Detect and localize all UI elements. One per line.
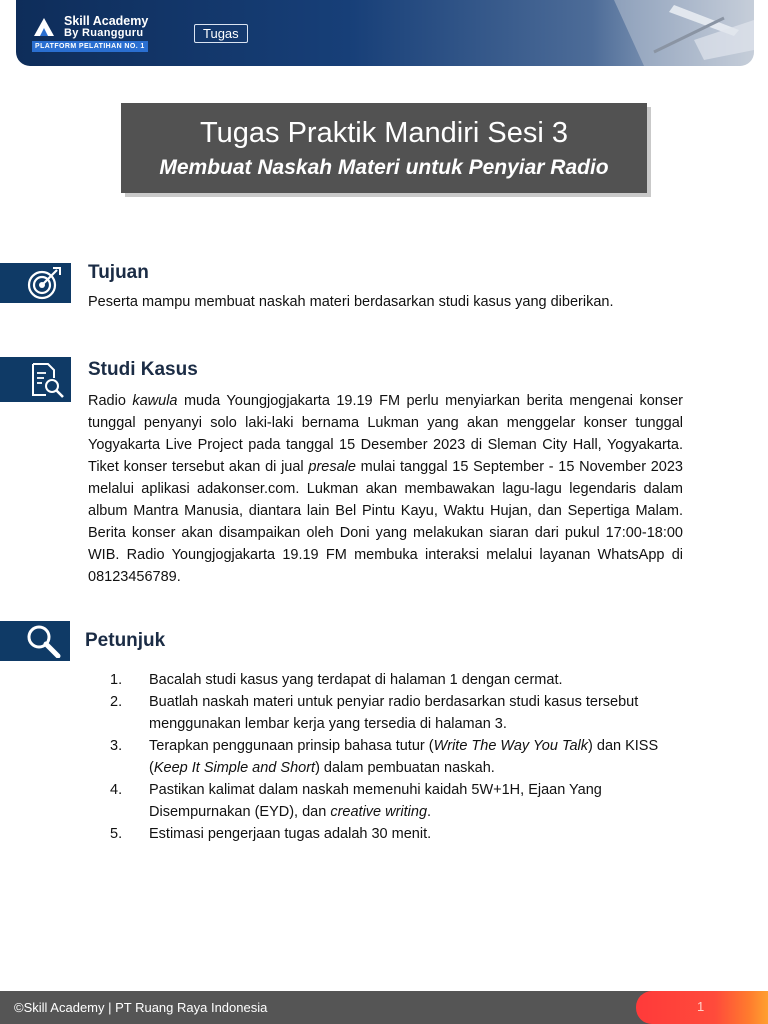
logo-subtitle: By Ruangguru [64,27,144,39]
tujuan-heading: Tujuan [88,262,149,283]
tugas-tag: Tugas [194,24,248,43]
pen-writing-image [554,0,754,66]
footer [0,991,768,1024]
page-title: Tugas Praktik Mandiri Sesi 3 [199,117,568,149]
studi-kasus-text: Radio kawula muda Youngjogjakarta 19.19 FM perlu menyiarkan berita mengenai konser tunggal penyanyi solo laki-laki bernama Lukman yang akan menggelar konser tunggal Yogyakarta Live Project pada tanggal 15 Desember 2023 di Sleman City Hall, Yogyakarta. Tiket konser tersebut akan di jual presale mulai tanggal 15 September - 15 November 2023 melalui aplikasi adakonser.com. Lukman akan membawakan lagu-lagu legendaris dalam album Mantra Manusia, diantara lain Bel Pintu Kayu, Waktu Hujan, dan Sepertiga Malam. Berita konser akan disampaikan oleh Doni yang melakukan siaran dari pukul 17:00-18:00 WIB. Radio Youngjogjakarta 19.19 FM membuka interaksi melalui layanan WhatsApp di 08123456789. [88,393,683,585]
page-number: 1 [697,999,705,1014]
petunjuk-icon-tab [0,621,70,661]
tujuan-icon-tab [0,263,71,303]
petunjuk-list [110,669,690,845]
petunjuk-heading: Petunjuk [85,630,166,651]
document-search-icon [30,362,66,398]
logo-title: Skill Academy [64,14,149,28]
header-banner [16,0,754,66]
skill-academy-logo[interactable] [30,14,180,54]
list-item: 4. Pastikan kalimat dalam naskah memenuhi kaidah 5W+1H, Ejaan Yang Disempurnakan (EYD), dan creative writing. [110,782,602,820]
list-item: 2. Buatlah naskah materi untuk penyiar radio berdasarkan studi kasus tersebut menggunakan lembar kerja yang tersedia di halaman 3. [110,694,639,732]
list-item: 5. Estimasi pengerjaan tugas adalah 30 menit. [110,826,432,842]
list-item: 3. Terapkan penggunaan prinsip bahasa tutur (Write The Way You Talk) dan KISS (Keep It Simple and Short) dalam pembuatan naskah. [110,738,659,776]
logo-mark-icon [32,16,56,38]
list-item: 1. Bacalah studi kasus yang terdapat di halaman 1 dengan cermat. [110,672,563,688]
studi-kasus-icon-tab [0,357,71,402]
studi-kasus-heading: Studi Kasus [88,359,198,380]
page-subtitle: Membuat Naskah Materi untuk Penyiar Radio [159,156,609,179]
magnifier-icon [25,624,61,658]
footer-copyright: ©Skill Academy | PT Ruang Raya Indonesia [14,1000,268,1015]
target-icon [26,266,62,300]
logo-tagline: PLATFORM PELATIHAN NO. 1 [32,41,148,52]
title-box [121,103,647,193]
tujuan-text: Peserta mampu membuat naskah materi berdasarkan studi kasus yang diberikan. [88,294,614,310]
